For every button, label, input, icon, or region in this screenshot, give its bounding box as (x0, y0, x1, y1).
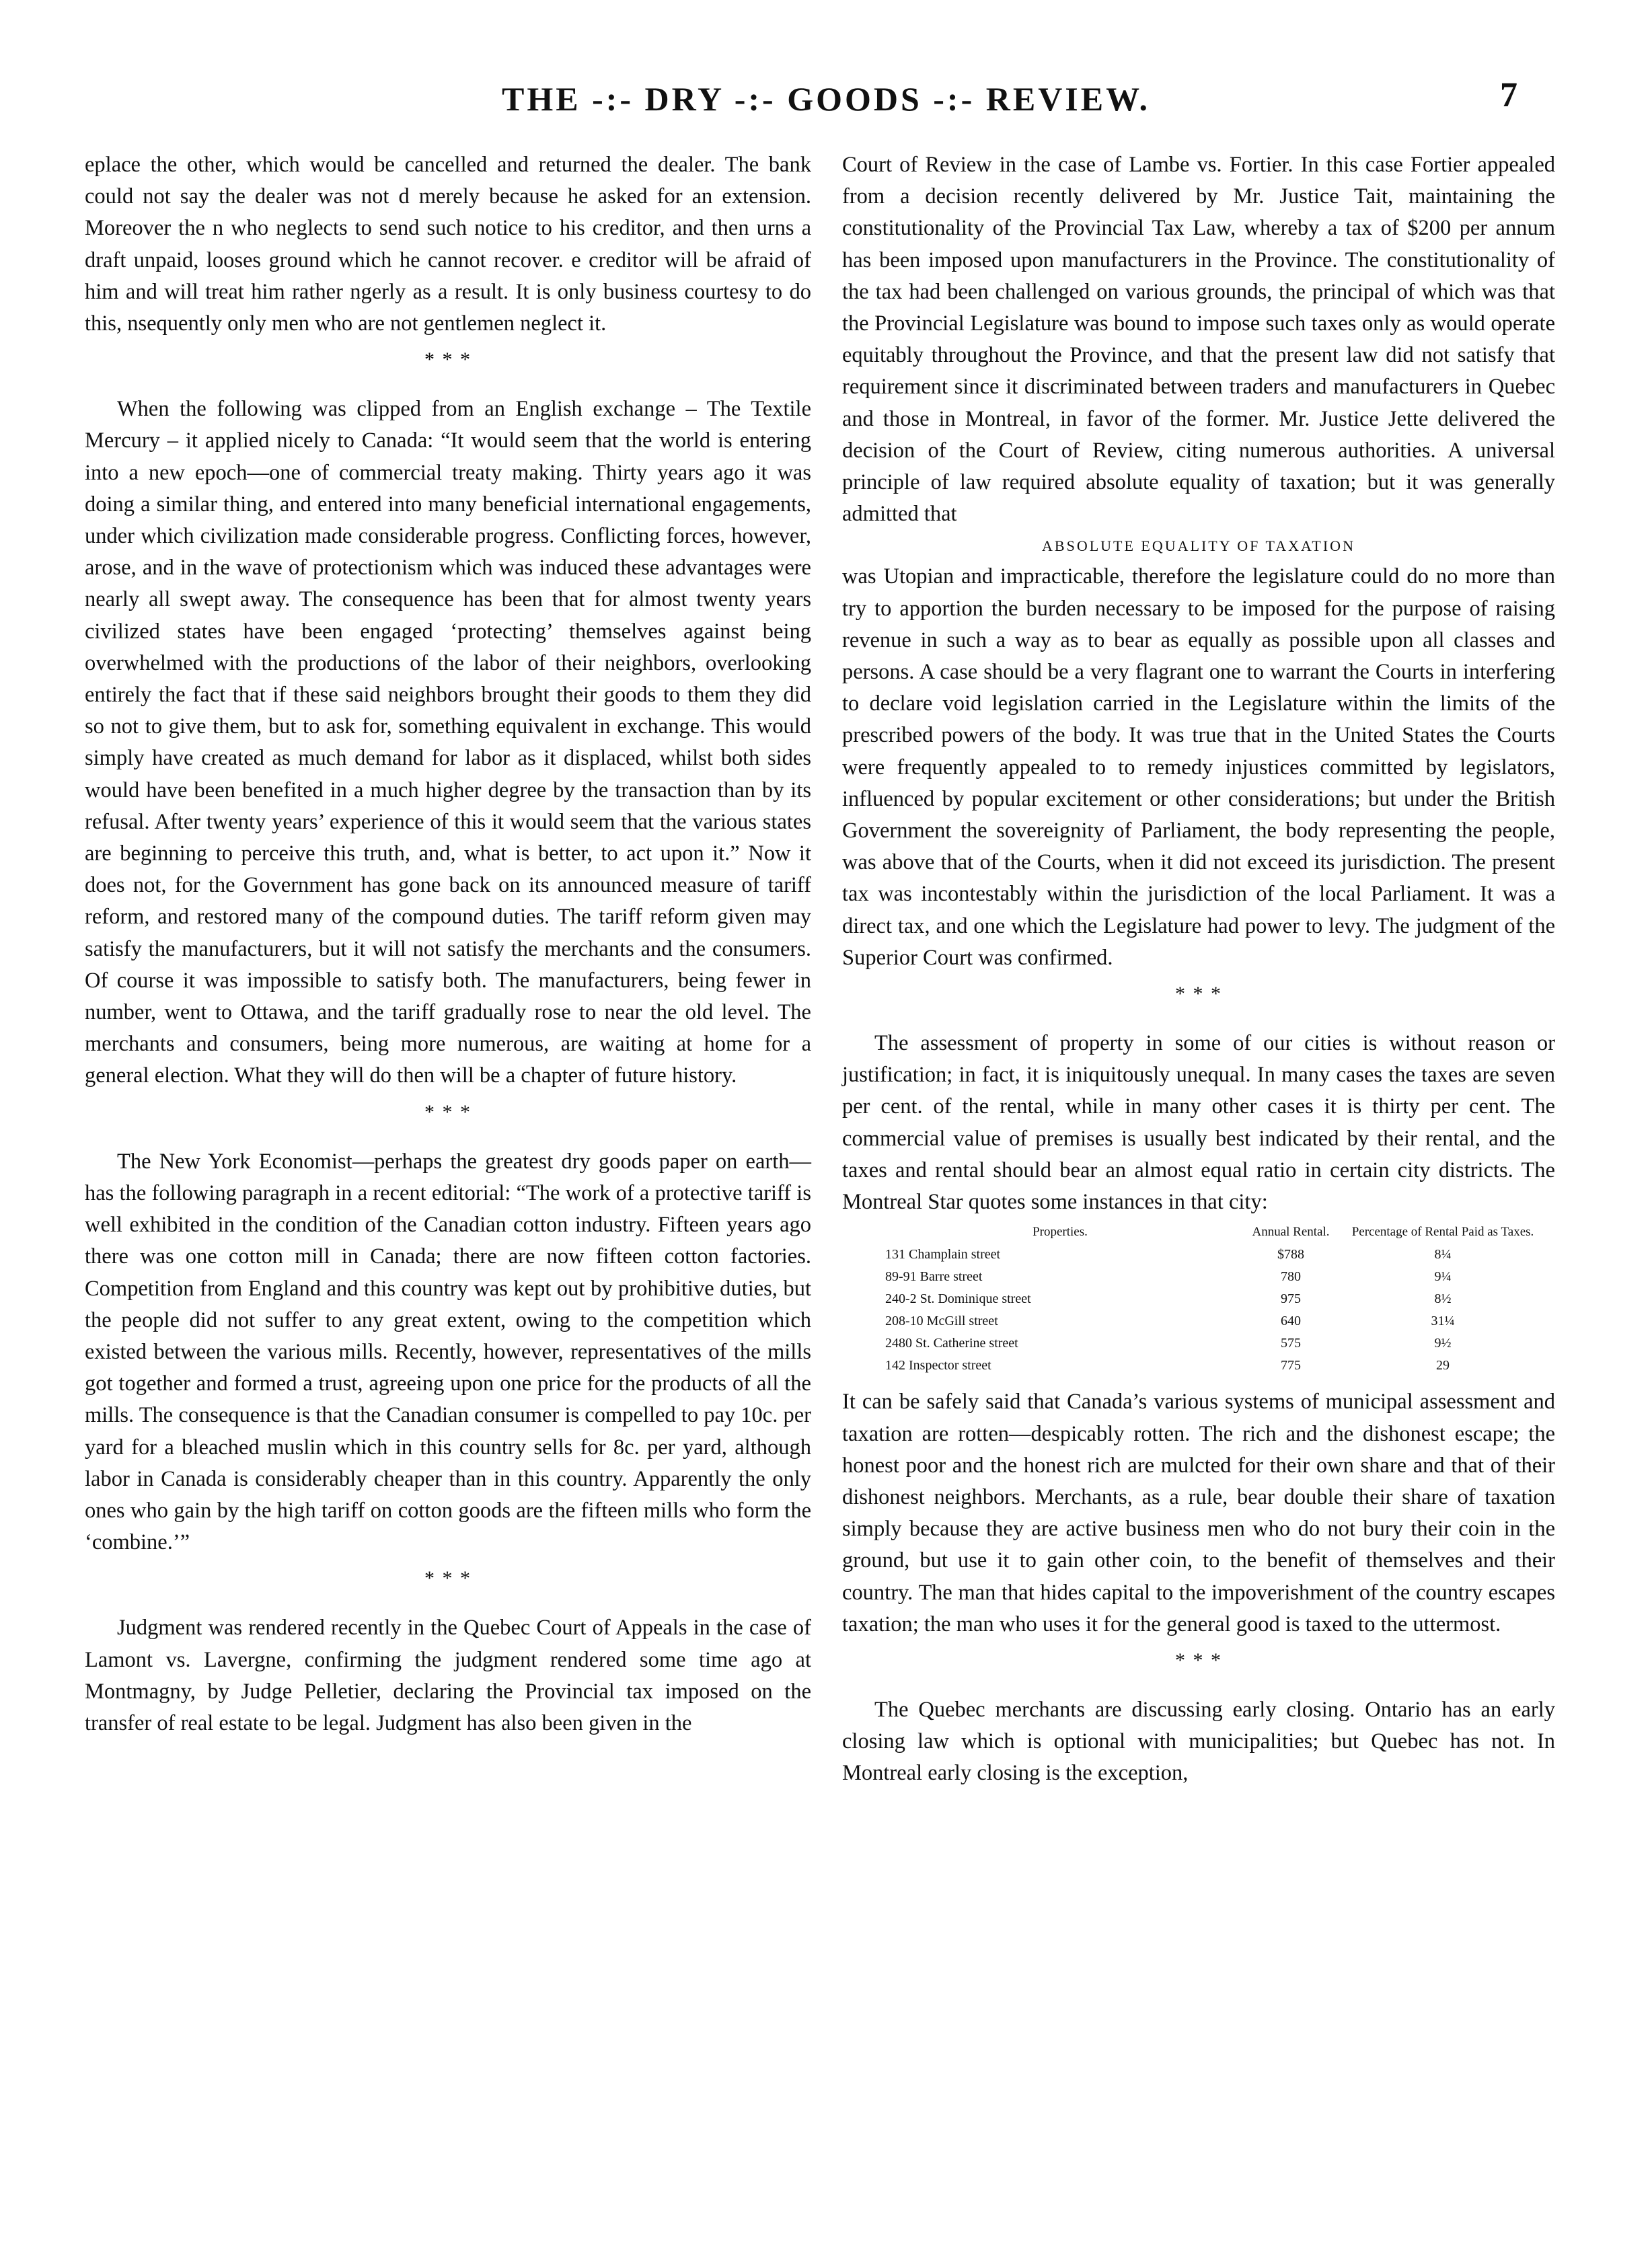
subheading-absolute-equality: ABSOLUTE EQUALITY OF TAXATION (1042, 537, 1355, 555)
rental-cell: 775 (1281, 1358, 1301, 1373)
masthead: THE -:- DRY -:- GOODS -:- REVIEW. (501, 80, 1151, 118)
paragraph-bank-dealer: eplace the other, which would be cancelled and returned the dealer. The bank could not say the dealer was not d merely because he asked for an extension. Moreover the n who neglects to send such notice to his creditor, and then urns a draft unpaid, looses ground which he cannot recover. e creditor will be afraid of him and will treat him rather ngerly as a result. It is only business courtesy to do this, nsequently only men who are not gentlemen neglect it. (85, 153, 811, 336)
property-cell: 89-91 Barre street (885, 1269, 983, 1285)
percentage-cell: 9¼ (1434, 1269, 1452, 1285)
table-row (883, 1355, 1542, 1377)
paragraph-early-closing: The Quebec merchants are discussing early closing. Ontario has an early closing law which is optional with municipalities; but Quebec has not. In Montreal early closing is the exception, (842, 1697, 1555, 1786)
section-separator: * * * (1175, 983, 1222, 1006)
section-separator: * * * (424, 348, 472, 371)
paragraph-cotton-industry: The New York Economist—perhaps the greatest dry goods paper on earth—has the following paragraph in a recent editorial: “The work of a protective tariff is well exhibited in the condition of the Canadian cotton industry. Fifteen years ago there was one cotton mill in Canada; there are now fifteen cotton factories. Competition from England and this country was kept out by prohibitive duties, but the people did not suffer to any great extent, owing to the competition which existed between the various mills. Recently, however, representatives of the mills got together and formed a trust, agreeing upon one price for the products of all the mills. The consequence is that the Canadian consumer is compelled to pay 10c. per yard for a bleached muslin which in this country sells for 8c. per yard, although labor in Canada is considerably cheaper than in this country. Apparently the only ones who gain by the high tariff on cotton goods are the fifteen mills who form the ‘combine.’” (85, 1149, 811, 1555)
rental-cell: $788 (1277, 1247, 1304, 1262)
rental-cell: 975 (1281, 1291, 1301, 1307)
paragraph-municipal-assessment: It can be safely said that Canada’s various systems of municipal assessment and taxation are rotten—despicably rotten. The rich and the dishonest escape; the honest poor and the honest rich are mulcted for their own share and that of their dishonest neighbors. Merchants, as a rule, bear double their share of taxation simply because they are active business men who do not bury their coin in the ground, but use it to gain other coin, to the benefit of themselves and their country. The man that hides capital to the impoverishment of the country escapes taxation; the man who uses it for the general good is taxed to the uttermost. (842, 1390, 1555, 1636)
property-cell: 240-2 St. Dominique street (885, 1291, 1031, 1307)
rental-cell: 575 (1281, 1336, 1301, 1351)
table-row (883, 1244, 1542, 1266)
column-header-percentage: Percentage of Rental Paid as Taxes. (1351, 1225, 1534, 1240)
table-row (883, 1266, 1542, 1288)
rental-cell: 640 (1281, 1314, 1301, 1329)
table-row (883, 1332, 1542, 1355)
table-row (883, 1310, 1542, 1332)
rental-cell: 780 (1281, 1269, 1301, 1285)
section-separator: * * * (424, 1100, 472, 1123)
page-number: 7 (1500, 76, 1517, 114)
percentage-cell: 31¼ (1431, 1314, 1455, 1329)
percentage-cell: 8¼ (1434, 1247, 1452, 1262)
rental-table (883, 1225, 1542, 1377)
section-separator: * * * (1175, 1649, 1222, 1671)
property-cell: 208-10 McGill street (885, 1314, 998, 1329)
paragraph-quebec-judgment: Judgment was rendered recently in the Quebec Court of Appeals in the case of Lamont vs. Lavergne, confirming the judgment rendered some time ago at Montmagny, by Judge Pelletier, declaring the Provincial tax imposed on the transfer of real estate to be legal. Judgment has also been given in the (85, 1616, 811, 1735)
property-cell: 131 Champlain street (885, 1247, 1001, 1262)
percentage-cell: 8½ (1434, 1291, 1452, 1307)
property-cell: 2480 St. Catherine street (885, 1336, 1018, 1351)
paragraph-commercial-treaty: When the following was clipped from an English exchange – The Textile Mercury – it applied nicely to Canada: “It would seem that the world is entering into a new epoch—one of commercial treaty making. Thirty years ago it was doing a similar thing, and entered into many beneficial international engagements, under which civilization made considerable progress. Conflicting forces, however, arose, and in the wave of protectionism which was induced these advantages were nearly all swept away. The consequence has been that for almost twenty years civilized states have been engaged ‘protecting’ themselves against being overwhelmed with the productions of the labor of their neighbors, overlooking entirely the fact that if these said neighbors brought their goods to them they did so not to give them, but to ask for, something equivalent in exchange. This would simply have created as much demand for labor as it displaced, whilst both sides would have been benefited in a much higher degree by the transaction than by its refusal. After twenty years’ experience of this it would seem that the various states are beginning to perceive this truth, and, what is better, to act upon it.” Now it does not, for the Government has gone back on its announced measure of tariff reform, and restored many of the compound duties. The tariff reform given may satisfy the manufacturers, but it will not satisfy the merchants and the consumers. Of course it was impossible to satisfy both. The manufacturers, being fewer in number, went to Ottawa, and the tariff gradually rose to near the old level. The merchants and consumers, being more numerous, are waiting at home for a general election. What they will do then will be a chapter of future history. (85, 397, 811, 1088)
percentage-cell: 9½ (1434, 1336, 1452, 1351)
column-header-annual-rental: Annual Rental. (1252, 1225, 1330, 1240)
table-row (883, 1288, 1542, 1310)
section-separator: * * * (424, 1567, 472, 1590)
table-header-row (883, 1225, 1542, 1244)
right-column (842, 149, 1555, 1790)
left-column (85, 149, 811, 1739)
property-cell: 142 Inspector street (885, 1358, 991, 1373)
percentage-cell: 29 (1436, 1358, 1450, 1373)
paragraph-utopian: was Utopian and impracticable, therefore the legislature could do no more than try to apportion the burden necessary to be imposed for the purpose of raising revenue in such a way as to bear as equally as possible upon all classes and persons. A case should be a very flagrant one to warrant the Courts in interfering to declare void legislation carried in the Legislature within the limits of the prescribed powers of the body. It was true that in the United States the Courts were frequently appealed to to remedy injustices committed by legislators, influenced by popular excitement or other considerations; but under the British Government the sovereignity of Parliament, the body representing the people, was above that of the Courts, when it did not exceed its jurisdiction. The present tax was incontestably within the jurisdiction of the local Parliament. It was a direct tax, and one which the Legislature had power to levy. The judgment of the Superior Court was confirmed. (842, 564, 1555, 970)
column-header-properties: Properties. (1032, 1225, 1088, 1240)
paragraph-assessment: The assessment of property in some of our cities is without reason or justification; in fact, it is iniquitously unequal. In many cases the taxes are seven per cent. of the rental, while in many other cases it is thirty per cent. The commercial value of premises is usually best indicated by their rental, and the taxes and rental should bear an almost equal ratio in certain city districts. The Montreal Star quotes some instances in that city: (842, 1031, 1555, 1215)
paragraph-court-of-review: Court of Review in the case of Lambe vs. Fortier. In this case Fortier appealed from a decision recently delivered by Mr. Justice Tait, maintaining the constitutionality of the Provincial Tax Law, whereby a tax of $200 per annum has been imposed upon manufacturers in the Province. The constitutionality of the tax had been challenged on various grounds, the principal of which was that the Provincial Legislature was bound to impose such taxes only as would operate equitably throughout the Province, and that the present law did not satisfy that requirement since it discriminated between traders and manufacturers in Quebec and those in Montreal, in favor of the former. Mr. Justice Jette delivered the decision of the Court of Review, citing numerous authorities. A universal principle of law required absolute equality of taxation; but it was generally admitted that (842, 153, 1555, 527)
